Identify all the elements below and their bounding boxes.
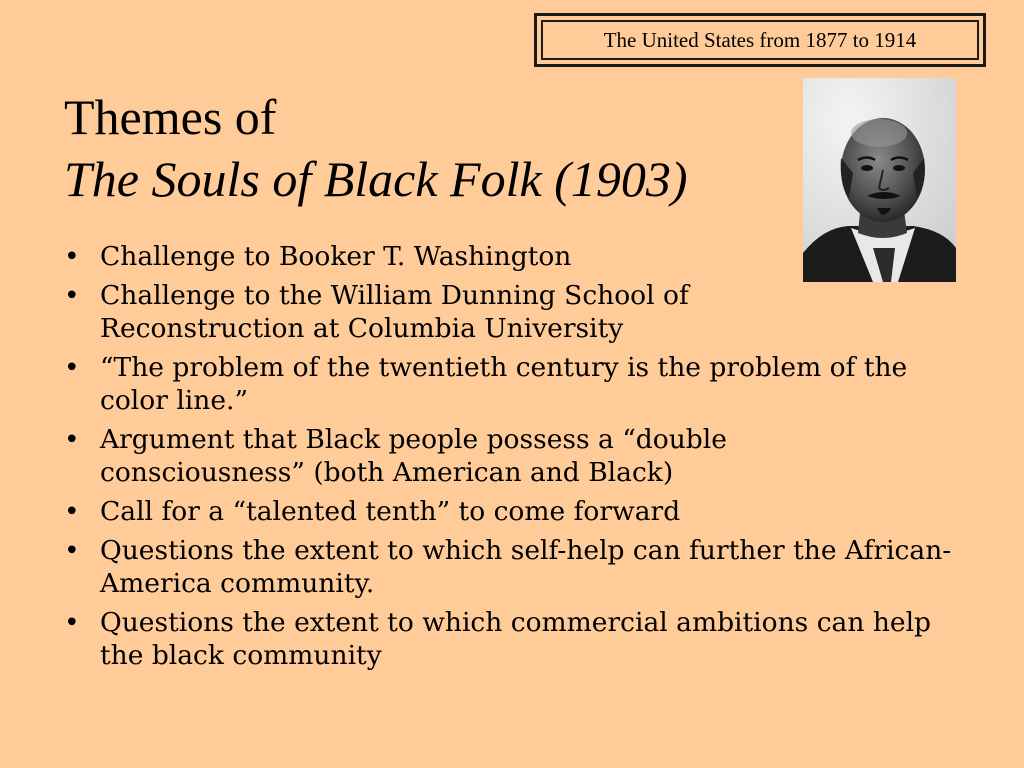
list-item — [60, 351, 970, 417]
bullet-icon: • — [64, 241, 80, 272]
bullet-icon: • — [64, 535, 80, 566]
list-item — [60, 534, 970, 600]
list-item — [60, 240, 970, 273]
bullet-text: Argument that Black people possess a “double consciousness” (both American and Black) — [100, 424, 727, 488]
bullet-text: Questions the extent to which self-help can further the African-America community. — [100, 535, 952, 599]
bullet-text: Questions the extent to which commercial ambitions can help the black community — [100, 607, 932, 671]
bullet-text: Challenge to Booker T. Washington — [100, 241, 572, 272]
list-item — [60, 279, 970, 345]
bullet-icon: • — [64, 352, 80, 383]
theme-bullet-list — [60, 240, 970, 678]
bullet-text: Challenge to the William Dunning School of Reconstruction at Columbia University — [100, 280, 689, 344]
list-item — [60, 606, 970, 672]
list-item — [60, 495, 970, 528]
course-header-label: The United States from 1877 to 1914 — [541, 20, 979, 60]
bullet-icon: • — [64, 280, 80, 311]
course-header-box — [534, 13, 986, 67]
bullet-text: Call for a “talented tenth” to come forward — [100, 496, 681, 527]
slide-title-line1: Themes of — [64, 89, 277, 145]
bullet-icon: • — [64, 607, 80, 638]
bullet-icon: • — [64, 424, 80, 455]
slide-title — [64, 86, 688, 210]
bullet-icon: • — [64, 496, 80, 527]
slide-title-book: The Souls of Black Folk (1903) — [64, 151, 688, 207]
list-item — [60, 423, 970, 489]
bullet-text: “The problem of the twentieth century is the problem of the color line.” — [100, 352, 908, 416]
